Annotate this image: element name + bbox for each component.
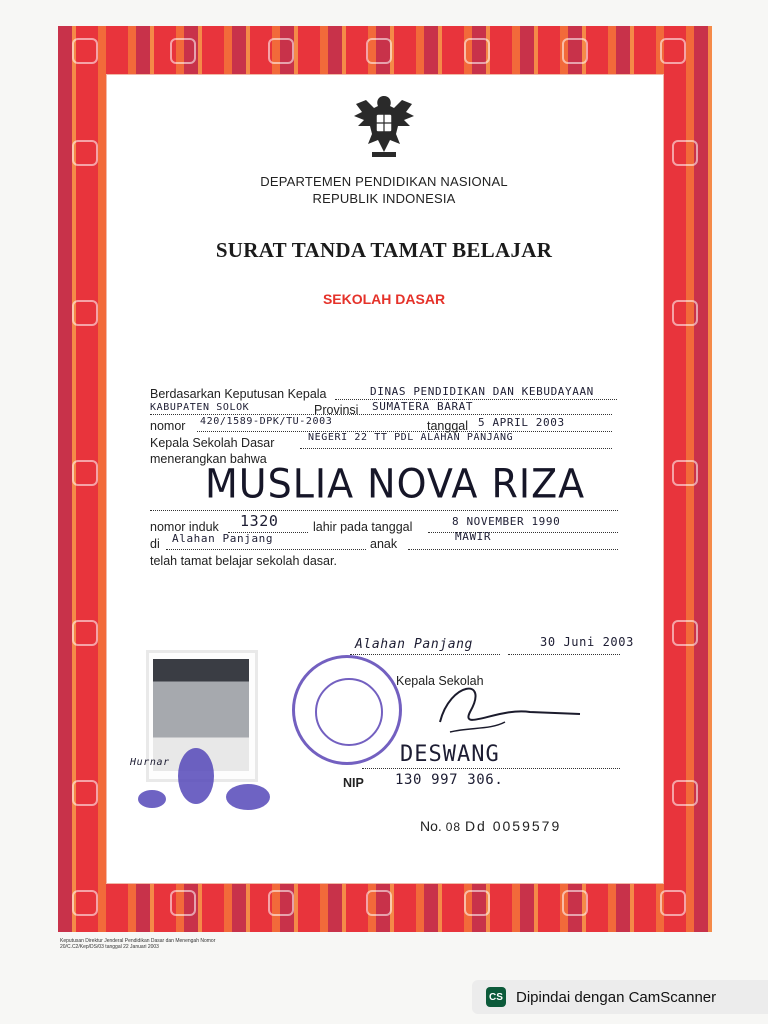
fill-line (362, 768, 620, 769)
border-tile (72, 460, 98, 486)
birth-place-label: di (150, 537, 160, 551)
thumbprint (226, 784, 270, 810)
nip-label: NIP (343, 776, 364, 790)
child-of-label: anak (370, 537, 398, 551)
border-tile (268, 890, 294, 916)
border-tile (464, 890, 490, 916)
border-tile (72, 38, 98, 64)
border-tile (672, 620, 698, 646)
border-tile (366, 38, 392, 64)
issue-place: Alahan Panjang (355, 637, 473, 652)
border-tile (562, 38, 588, 64)
fill-line (150, 414, 612, 415)
number-label: nomor (150, 419, 186, 433)
fill-line (150, 510, 618, 511)
border-tile (170, 890, 196, 916)
fill-line (166, 549, 366, 550)
border-tile (268, 38, 294, 64)
parent-name: MAWIR (455, 530, 492, 543)
decision-number: 420/1589-DPK/TU-2003 (200, 416, 333, 427)
border-tile (72, 780, 98, 806)
serial-series: Dd 0059579 (464, 818, 562, 834)
department-name: DEPARTEMEN PENDIDIKAN NASIONAL (260, 174, 508, 189)
fill-line (300, 448, 612, 449)
nip-value: 130 997 306. (395, 772, 504, 788)
school-label: Kepala Sekolah Dasar (150, 436, 275, 450)
student-signature: Hurnar (130, 757, 170, 768)
thumbprint (178, 748, 214, 804)
headmaster-signature (380, 672, 600, 752)
school-level: SEKOLAH DASAR (322, 291, 446, 307)
border-tile (72, 620, 98, 646)
signatory-role: Kepala Sekolah (396, 674, 484, 688)
signatory-name: DESWANG (400, 742, 500, 767)
border-tile (672, 140, 698, 166)
garuda-emblem-icon (348, 90, 420, 162)
decision-label: Berdasarkan Keputusan Kepala (150, 387, 327, 401)
border-tile (72, 890, 98, 916)
date-label: tanggal (427, 419, 469, 433)
fill-line (350, 654, 500, 655)
birth-date: 8 NOVEMBER 1990 (452, 515, 561, 528)
student-number: 1320 (240, 512, 279, 530)
border-tile (660, 38, 686, 64)
camscanner-watermark (472, 980, 768, 1014)
student-number-label: nomor induk (150, 520, 219, 534)
border-tile (72, 140, 98, 166)
decision-issuer: DINAS PENDIDIKAN DAN KEBUDAYAAN (370, 385, 594, 398)
issue-date: 30 Juni 2003 (540, 635, 634, 649)
footer-legal-note: Keputusan Direktur Jenderal Pendidikan Dasar dan Menengah Nomor 20/C.C2/Kep/DS/03 tanggal 22 Januari 2003 (60, 938, 216, 950)
camscanner-logo-icon: CS (486, 987, 506, 1007)
decision-date: 5 APRIL 2003 (478, 416, 565, 429)
school-name: NEGERI 22 TT PDL ALAHAN PANJANG (308, 432, 514, 443)
serial-book: 08 (445, 820, 462, 834)
regency-value: KABUPATEN SOLOK (150, 402, 250, 413)
border-tile (170, 38, 196, 64)
certificate-title: SURAT TANDA TAMAT BELAJAR (215, 238, 553, 262)
province-value: SUMATERA BARAT (372, 400, 474, 413)
graduate-name: MUSLIA NOVA RIZA (205, 460, 586, 508)
border-tile (464, 38, 490, 64)
border-tile (366, 890, 392, 916)
serial-prefix: No. (420, 818, 442, 834)
border-tile (672, 780, 698, 806)
fill-line (408, 549, 618, 550)
fill-line (508, 654, 620, 655)
border-tile (672, 460, 698, 486)
province-label: Provinsi (314, 403, 359, 417)
birth-place: Alahan Panjang (172, 532, 274, 545)
graduated-statement: telah tamat belajar sekolah dasar. (150, 554, 337, 568)
border-tile (562, 890, 588, 916)
birth-date-label: lahir pada tanggal (313, 520, 413, 534)
thumbprint (138, 790, 166, 808)
country-name: REPUBLIK INDONESIA (312, 191, 456, 206)
declares-label: menerangkan bahwa (150, 452, 267, 466)
border-tile (660, 890, 686, 916)
serial-number (420, 818, 561, 834)
camscanner-text: Dipindai dengan CamScanner (516, 988, 717, 1006)
